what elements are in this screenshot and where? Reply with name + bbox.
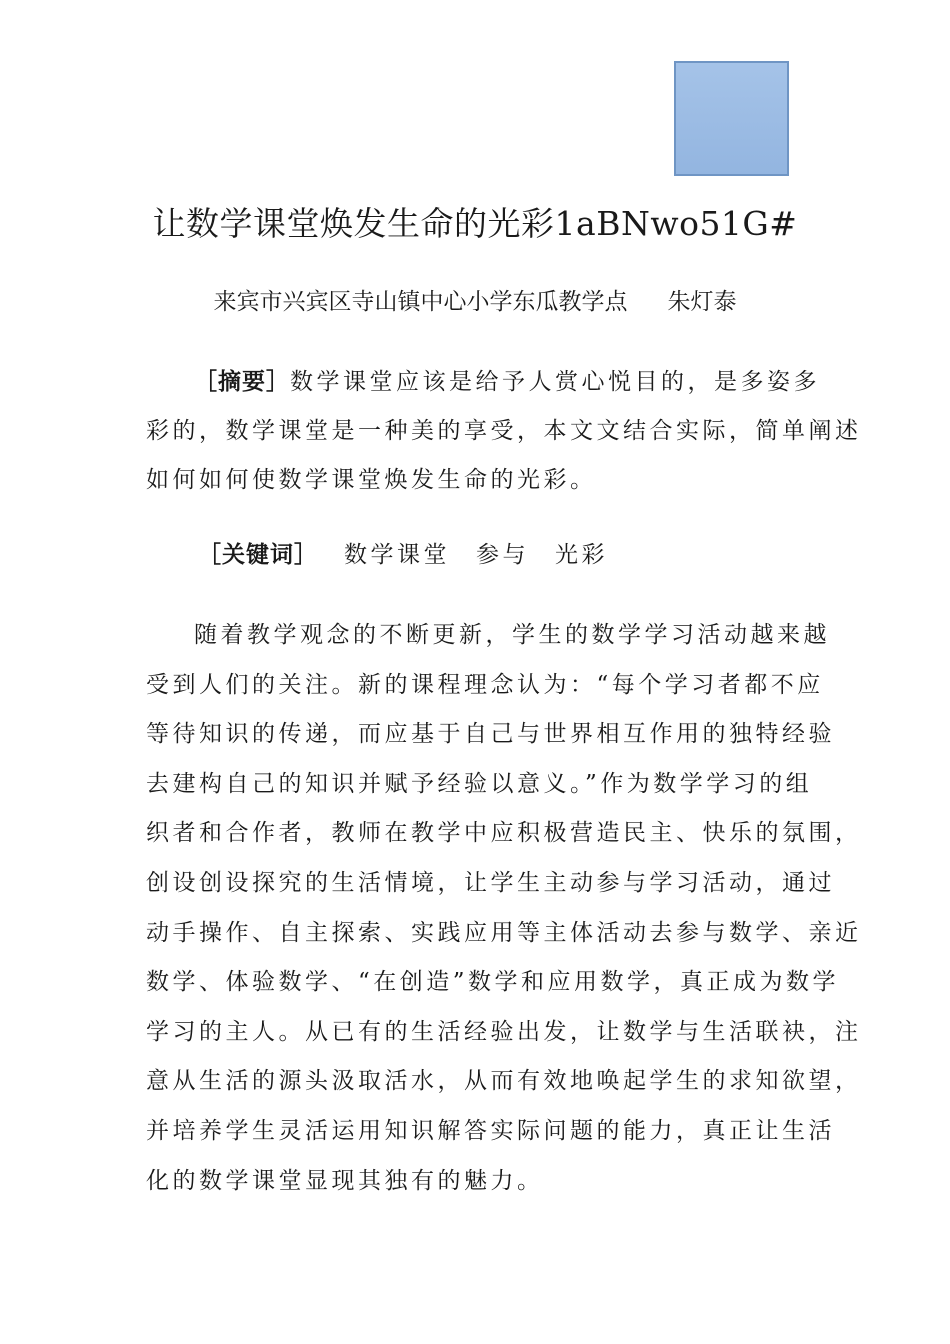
paragraph-line: 数学、体验数学、“在创造”数学和应用数学，真正成为数学 [146,969,840,996]
keywords-section [146,535,808,575]
paragraph-line [146,611,830,661]
keywords-label: ［关键词］ [198,542,318,568]
paragraph-line: 创设创设探究的生活情境，让学生主动参与学习活动，通过 [146,869,835,896]
abstract-line: 如何如何使数学课堂焕发生命的光彩。 [146,467,597,493]
page-title: 让数学课堂焕发生命的光彩1aBNwo51G# [152,204,798,243]
keyword-item: 数学课堂 [344,542,450,568]
paragraph-line: 动手操作、自主探索、实践应用等主体活动去参与数学、亲近 [146,919,862,946]
abstract-line: 彩的，数学课堂是一种美的享受，本文文结合实际，简单阐述 [146,418,862,444]
abstract-section [146,358,862,505]
paragraph-line: 并培养学生灵活运用知识解答实际问题的能力，真正让生活 [146,1117,835,1144]
keyword-item: 参与 [476,542,529,568]
keyword-item: 光彩 [555,542,608,568]
paragraph-line: 受到人们的关注。新的课程理念认为：“每个学习者都不应 [146,671,824,698]
paragraph-line: 等待知识的传递，而应基于自己与世界相互作用的独特经验 [146,721,835,748]
blue-placeholder-box [674,61,789,176]
abstract-label: ［摘要］ [194,369,290,395]
paragraph-line: 去建构自己的知识并赋予经验以意义。”作为数学学习的组 [146,770,813,797]
paragraph-line: 化的数学课堂显现其独有的魅力。 [146,1167,544,1194]
author-affiliation: 来宾市兴宾区寺山镇中心小学东瓜教学点 [213,289,628,315]
paragraph-line: 织者和合作者，教师在教学中应积极营造民主、快乐的氛围， [146,820,862,847]
paragraph-line-text: 随着教学观念的不断更新，学生的数学学习活动越来越 [194,622,830,648]
abstract-text: 数学课堂应该是给予人赏心悦目的，是多姿多 [290,369,820,395]
paragraph-line: 意从生活的源头汲取活水，从而有效地唤起学生的求知欲望， [146,1068,862,1095]
intro-paragraph [146,611,862,1206]
paragraph-line: 学习的主人。从已有的生活经验出发，让数学与生活联袂，注 [146,1018,862,1045]
author-line [0,284,950,320]
abstract-line [146,358,820,407]
author-name: 朱灯泰 [667,289,737,315]
